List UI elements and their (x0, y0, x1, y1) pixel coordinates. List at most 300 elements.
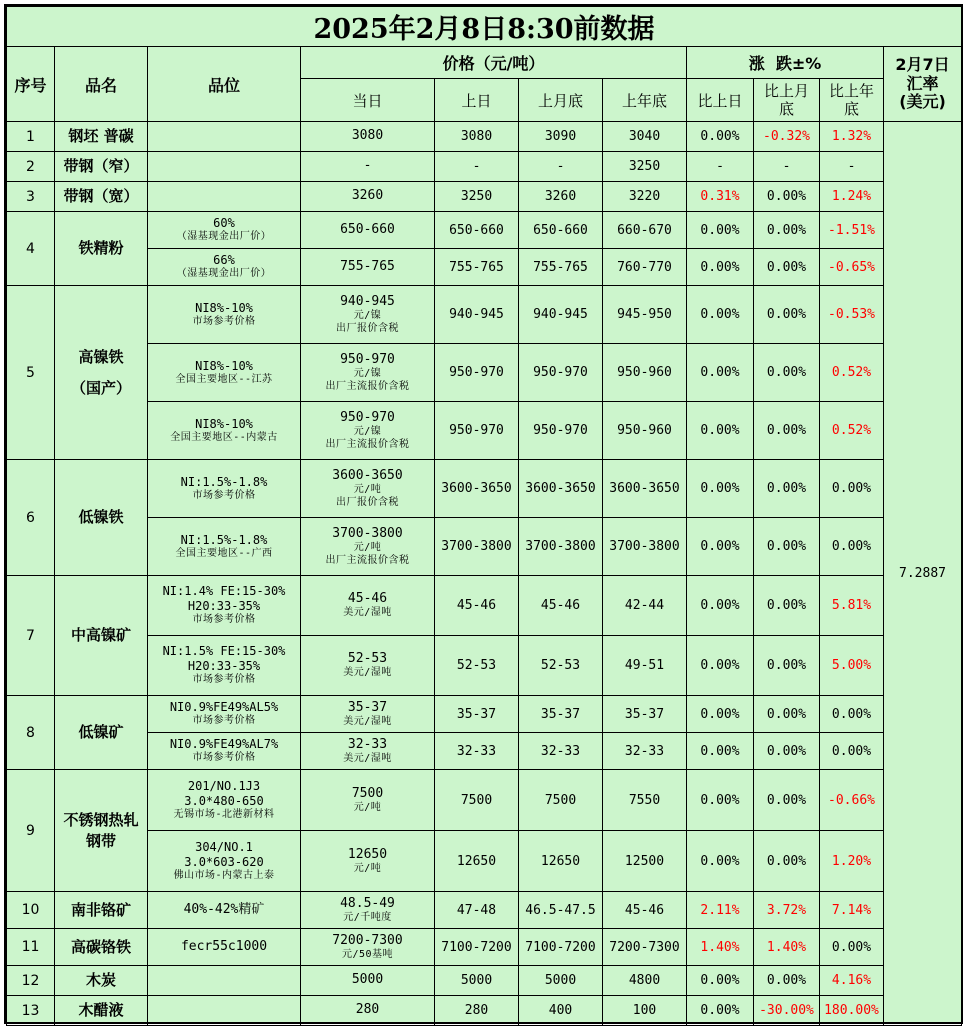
change-vs-last-year: 0.00% (820, 929, 884, 966)
change-vs-prev-day: 0.00% (687, 286, 754, 344)
header-vs-last-year-line1: 比上年 (828, 82, 874, 100)
grade-line-2: 市场参考价格 (192, 489, 256, 501)
change-vs-prev-day: 0.00% (687, 770, 754, 831)
grade-cell (148, 152, 301, 182)
change-vs-prev-day: - (687, 152, 754, 182)
header-rate-label: 汇率 (906, 73, 939, 93)
change-vs-last-year: 5.00% (820, 636, 884, 696)
price-last-month-end: 7100-7200 (519, 929, 603, 966)
table-row (7, 152, 962, 182)
price-prev-day: 52-53 (435, 636, 519, 696)
change-vs-prev-day: 0.00% (687, 696, 754, 733)
row-seq: 11 (7, 929, 55, 966)
product-name-line1: 高镍铁 (78, 347, 124, 366)
change-vs-last-month: 1.40% (754, 929, 820, 966)
price-today (301, 212, 435, 249)
change-vs-prev-day: 0.00% (687, 996, 754, 1026)
grade-cell (148, 929, 301, 966)
header-change-group: 涨 跌±% (687, 47, 884, 79)
change-vs-last-month: 0.00% (754, 966, 820, 996)
grade-cell (148, 576, 301, 636)
grade-line-1: 201/NO.1J3 (187, 778, 261, 793)
grade-cell (148, 892, 301, 929)
header-grade: 品位 (148, 47, 301, 122)
price-last-year-end: 7200-7300 (603, 929, 687, 966)
price-today (301, 733, 435, 770)
price-today-line-1: 3600-3650 (332, 467, 403, 483)
table-row (7, 733, 962, 770)
price-today (301, 249, 435, 286)
price-last-month-end: 7500 (519, 770, 603, 831)
change-vs-prev-day: 1.40% (687, 929, 754, 966)
grade-line-2: （湿基现金出厂价） (176, 231, 272, 243)
price-today (301, 929, 435, 966)
table-row (7, 344, 962, 402)
row-seq: 9 (7, 770, 55, 892)
grade-line-2: 全国主要地区--广西 (175, 547, 273, 559)
price-prev-day: 47-48 (435, 892, 519, 929)
product-name (55, 892, 148, 929)
row-seq: 4 (7, 212, 55, 286)
product-name-line1: 南非铬矿 (70, 900, 131, 919)
grade-line-1: NI8%-10% (195, 300, 253, 315)
change-vs-last-year: 0.00% (820, 460, 884, 518)
price-today (301, 344, 435, 402)
product-name-line2: 钢带 (85, 831, 116, 850)
change-vs-last-month: 0.00% (754, 636, 820, 696)
price-today (301, 182, 435, 212)
price-last-year-end: 950-960 (603, 402, 687, 460)
row-seq: 2 (7, 152, 55, 182)
grade-line-2: 全国主要地区--内蒙古 (170, 431, 278, 443)
price-last-year-end: 3220 (603, 182, 687, 212)
change-vs-last-month: 0.00% (754, 402, 820, 460)
header-last-year-end: 上年底 (603, 79, 687, 122)
change-vs-last-year: 1.32% (820, 122, 884, 152)
product-name (55, 996, 148, 1026)
change-vs-last-month: 0.00% (754, 576, 820, 636)
sheet-title: 2025年2月8日8:30前数据 (7, 7, 962, 47)
table-row (7, 286, 962, 344)
price-last-year-end: 945-950 (603, 286, 687, 344)
grade-cell (148, 518, 301, 576)
price-today (301, 518, 435, 576)
price-prev-day: 3700-3800 (435, 518, 519, 576)
grade-line-1: NI:1.5% FE:15-30% (162, 644, 286, 659)
grade-cell (148, 996, 301, 1026)
table-row (7, 460, 962, 518)
price-last-month-end: 3700-3800 (519, 518, 603, 576)
price-today-line-1: 32-33 (347, 736, 388, 752)
grade-line-2: 3.0*603-620 (184, 854, 264, 869)
grade-cell (148, 122, 301, 152)
price-last-month-end: 950-970 (519, 402, 603, 460)
row-seq: 7 (7, 576, 55, 696)
product-name (55, 460, 148, 576)
table-row (7, 770, 962, 831)
price-prev-day: 7100-7200 (435, 929, 519, 966)
change-vs-last-month: 3.72% (754, 892, 820, 929)
price-last-month-end: 650-660 (519, 212, 603, 249)
change-vs-prev-day: 0.00% (687, 576, 754, 636)
price-last-month-end: 46.5-47.5 (519, 892, 603, 929)
change-vs-prev-day: 0.00% (687, 518, 754, 576)
price-today-line-1: 7200-7300 (332, 932, 403, 948)
product-name-line1: 低镍铁 (78, 508, 124, 526)
price-today-line-1: 3700-3800 (332, 525, 403, 541)
grade-line-2: 市场参考价格 (192, 315, 256, 327)
header-vs-last-year (820, 79, 884, 122)
change-vs-last-year: -0.65% (820, 249, 884, 286)
row-seq: 3 (7, 182, 55, 212)
table-row (7, 929, 962, 966)
price-last-month-end: 950-970 (519, 344, 603, 402)
price-today-line-1: - (363, 158, 372, 174)
price-last-month-end: 400 (519, 996, 603, 1026)
change-vs-last-month: 0.00% (754, 344, 820, 402)
table-row (7, 518, 962, 576)
table-row (7, 212, 962, 249)
price-today (301, 576, 435, 636)
change-vs-prev-day: 0.00% (687, 831, 754, 892)
price-today-line-1: 950-970 (340, 409, 395, 425)
price-today (301, 696, 435, 733)
header-vs-last-month-line1: 比上月 (763, 82, 809, 100)
change-vs-prev-day: 0.00% (687, 733, 754, 770)
change-vs-last-year: 0.52% (820, 402, 884, 460)
price-today-line-1: 650-660 (340, 221, 395, 237)
price-today-line-1: 755-765 (340, 258, 395, 274)
price-today-line-2: 美元/湿吨 (343, 752, 392, 764)
price-today-line-3: 出厂主流报价含税 (325, 554, 410, 566)
table-row (7, 249, 962, 286)
price-prev-day: 950-970 (435, 402, 519, 460)
product-name (55, 212, 148, 286)
change-vs-last-year: 0.00% (820, 733, 884, 770)
grade-line-3: 佛山市场-内蒙古上泰 (173, 869, 275, 881)
price-today-line-1: 48.5-49 (340, 895, 395, 911)
price-prev-day: 7500 (435, 770, 519, 831)
price-last-year-end: 3700-3800 (603, 518, 687, 576)
header-vs-prev-day: 比上日 (687, 79, 754, 122)
change-vs-last-month: -0.32% (754, 122, 820, 152)
price-last-year-end: 35-37 (603, 696, 687, 733)
price-prev-day: 35-37 (435, 696, 519, 733)
price-today (301, 286, 435, 344)
price-prev-day: 32-33 (435, 733, 519, 770)
product-name (55, 576, 148, 696)
change-vs-last-month: 0.00% (754, 182, 820, 212)
change-vs-last-year: 0.00% (820, 518, 884, 576)
price-today-line-1: 7500 (351, 785, 384, 801)
row-seq: 1 (7, 122, 55, 152)
change-vs-last-month: 0.00% (754, 460, 820, 518)
change-vs-last-year: 5.81% (820, 576, 884, 636)
change-vs-last-month: 0.00% (754, 518, 820, 576)
change-vs-last-month: - (754, 152, 820, 182)
price-today-line-1: 52-53 (347, 651, 388, 667)
price-last-month-end: 3600-3650 (519, 460, 603, 518)
grade-cell (148, 460, 301, 518)
grade-cell (148, 636, 301, 696)
header-vs-last-month (754, 79, 820, 122)
table-row (7, 892, 962, 929)
product-name-line1: 低镍矿 (78, 723, 124, 741)
price-today-line-2: 美元/湿吨 (343, 715, 392, 727)
change-vs-prev-day: 0.00% (687, 249, 754, 286)
grade-cell (148, 733, 301, 770)
product-name-line1: 木醋液 (78, 1001, 124, 1019)
price-prev-day: 650-660 (435, 212, 519, 249)
price-today (301, 402, 435, 460)
price-last-month-end: 3260 (519, 182, 603, 212)
price-last-year-end: 45-46 (603, 892, 687, 929)
grade-line-1: NI:1.5%-1.8% (180, 532, 268, 547)
price-today-line-2: 元/镍 (353, 368, 382, 380)
grade-line-2: 全国主要地区--江苏 (175, 373, 273, 385)
product-name-line1: 中高镍矿 (70, 626, 131, 644)
header-vs-last-month-line2: 底 (778, 100, 794, 118)
grade-line-1: 40%-42%精矿 (183, 901, 265, 917)
grade-cell (148, 212, 301, 249)
table-row (7, 996, 962, 1026)
grade-line-1: NI8%-10% (195, 358, 253, 373)
table-body (7, 122, 962, 1026)
price-today-line-2: 元/50基吨 (341, 948, 394, 960)
grade-cell (148, 249, 301, 286)
price-last-month-end: 5000 (519, 966, 603, 996)
price-today-line-1: 5000 (351, 972, 384, 988)
price-today-line-2: 元/吨 (353, 862, 382, 874)
price-last-year-end: 3250 (603, 152, 687, 182)
price-today-line-1: 35-37 (347, 699, 388, 715)
price-today (301, 152, 435, 182)
product-name (55, 929, 148, 966)
grade-line-2: 3.0*480-650 (184, 793, 264, 808)
grade-cell (148, 402, 301, 460)
product-name-line1: 铁精粉 (78, 239, 124, 257)
price-prev-day: 5000 (435, 966, 519, 996)
table-row (7, 402, 962, 460)
price-last-year-end: 950-960 (603, 344, 687, 402)
grade-line-1: NI:1.5%-1.8% (180, 474, 268, 489)
price-last-month-end: 35-37 (519, 696, 603, 733)
product-name-line1: 高碳铬铁 (70, 937, 131, 956)
price-today-line-1: 280 (355, 1002, 380, 1018)
row-seq: 8 (7, 696, 55, 770)
change-vs-last-year: - (820, 152, 884, 182)
product-name-line1: 不锈钢热轧 (63, 810, 139, 829)
grade-line-3: 市场参考价格 (192, 614, 256, 626)
product-name (55, 696, 148, 770)
row-seq: 10 (7, 892, 55, 929)
change-vs-last-month: -30.00% (754, 996, 820, 1026)
price-table (6, 6, 962, 1026)
row-seq: 5 (7, 286, 55, 460)
table-row (7, 182, 962, 212)
product-name (55, 966, 148, 996)
price-today-line-2: 元/千吨度 (343, 911, 392, 923)
change-vs-prev-day: 0.00% (687, 344, 754, 402)
price-prev-day: 45-46 (435, 576, 519, 636)
change-vs-prev-day: 2.11% (687, 892, 754, 929)
price-prev-day: 950-970 (435, 344, 519, 402)
product-name (55, 182, 148, 212)
price-today-line-1: 3080 (351, 128, 384, 144)
product-name-line1: 钢坯 普碳 (68, 127, 134, 145)
header-exchange-rate (884, 47, 962, 122)
grade-cell (148, 831, 301, 892)
change-vs-last-month: 0.00% (754, 249, 820, 286)
table-row (7, 696, 962, 733)
product-name-line1: 带钢（窄） (63, 157, 139, 175)
header-price-group: 价格（元/吨） (301, 47, 687, 79)
grade-line-1: 66% (213, 253, 235, 268)
change-vs-prev-day: 0.31% (687, 182, 754, 212)
price-today (301, 996, 435, 1026)
change-vs-last-year: 4.16% (820, 966, 884, 996)
price-today-line-2: 元/镍 (353, 426, 382, 438)
price-last-year-end: 4800 (603, 966, 687, 996)
header-name: 品名 (55, 47, 148, 122)
change-vs-last-month: 0.00% (754, 770, 820, 831)
price-today-line-3: 出厂主流报价含税 (325, 380, 410, 392)
price-prev-day: 3250 (435, 182, 519, 212)
grade-cell (148, 344, 301, 402)
change-vs-last-month: 0.00% (754, 733, 820, 770)
price-last-year-end: 49-51 (603, 636, 687, 696)
change-vs-prev-day: 0.00% (687, 460, 754, 518)
price-today (301, 770, 435, 831)
grade-line-2: （湿基现金出厂价） (176, 268, 272, 280)
grade-line-1: NI0.9%FE49%AL5% (169, 700, 279, 715)
price-today-line-1: 940-945 (340, 293, 395, 309)
grade-cell (148, 696, 301, 733)
change-vs-last-month: 0.00% (754, 212, 820, 249)
price-last-year-end: 12500 (603, 831, 687, 892)
change-vs-last-year: 180.00% (820, 996, 884, 1026)
grade-line-1: 60% (213, 216, 235, 231)
price-today-line-3: 出厂报价含税 (336, 496, 399, 508)
header-last-month-end: 上月底 (519, 79, 603, 122)
price-today (301, 460, 435, 518)
grade-line-1: NI0.9%FE49%AL7% (169, 737, 279, 752)
grade-line-2: 市场参考价格 (192, 715, 256, 727)
change-vs-prev-day: 0.00% (687, 636, 754, 696)
row-seq: 12 (7, 966, 55, 996)
product-name-line1: 木炭 (85, 971, 116, 989)
change-vs-last-year: -0.53% (820, 286, 884, 344)
grade-cell (148, 182, 301, 212)
grade-cell (148, 770, 301, 831)
grade-cell (148, 286, 301, 344)
change-vs-last-year: 0.52% (820, 344, 884, 402)
header-rate-currency: (美元) (899, 92, 946, 112)
product-name (55, 286, 148, 460)
price-today-line-2: 元/吨 (353, 542, 382, 554)
header-rate-date: 2月7日 (895, 55, 950, 75)
price-today-line-1: 3260 (351, 188, 384, 204)
price-prev-day: 3600-3650 (435, 460, 519, 518)
table-row (7, 122, 962, 152)
price-last-year-end: 32-33 (603, 733, 687, 770)
change-vs-last-month: 0.00% (754, 286, 820, 344)
price-today (301, 122, 435, 152)
grade-line-1: NI8%-10% (195, 416, 253, 431)
price-last-month-end: 45-46 (519, 576, 603, 636)
exchange-rate-value: 7.2887 (884, 122, 962, 1026)
price-last-year-end: 100 (603, 996, 687, 1026)
price-today-line-1: 950-970 (340, 351, 395, 367)
row-seq: 6 (7, 460, 55, 576)
price-prev-day: - (435, 152, 519, 182)
header-vs-last-year-line2: 底 (843, 100, 859, 118)
grade-line-2: H20:33-35% (187, 659, 261, 674)
change-vs-last-month: 0.00% (754, 831, 820, 892)
price-today-line-1: 45-46 (347, 591, 388, 607)
change-vs-last-year: 0.00% (820, 696, 884, 733)
table-row (7, 831, 962, 892)
price-today-line-2: 美元/湿吨 (343, 667, 392, 679)
change-vs-prev-day: 0.00% (687, 402, 754, 460)
price-today-line-2: 元/吨 (353, 801, 382, 813)
grade-line-1: 304/NO.1 (195, 839, 253, 854)
price-last-month-end: 12650 (519, 831, 603, 892)
price-today (301, 966, 435, 996)
row-seq: 13 (7, 996, 55, 1026)
grade-cell (148, 966, 301, 996)
product-name (55, 122, 148, 152)
price-last-year-end: 3040 (603, 122, 687, 152)
price-sheet (4, 4, 963, 1024)
price-today (301, 892, 435, 929)
grade-line-2: H20:33-35% (187, 599, 261, 614)
price-today-line-3: 出厂主流报价含税 (325, 438, 410, 450)
header-seq: 序号 (7, 47, 55, 122)
price-last-month-end: 755-765 (519, 249, 603, 286)
price-prev-day: 3080 (435, 122, 519, 152)
grade-line-2: 市场参考价格 (192, 752, 256, 764)
table-row (7, 966, 962, 996)
product-name-line1: 带钢（宽） (63, 187, 139, 205)
price-today-line-2: 元/镍 (353, 310, 382, 322)
price-last-month-end: 3090 (519, 122, 603, 152)
grade-line-1: fecr55c1000 (180, 938, 268, 954)
price-last-month-end: 32-33 (519, 733, 603, 770)
header-today: 当日 (301, 79, 435, 122)
price-last-month-end: 52-53 (519, 636, 603, 696)
price-prev-day: 12650 (435, 831, 519, 892)
product-name-line2: （国产） (70, 378, 131, 397)
table-row (7, 576, 962, 636)
price-last-year-end: 760-770 (603, 249, 687, 286)
change-vs-last-year: 1.20% (820, 831, 884, 892)
change-vs-prev-day: 0.00% (687, 966, 754, 996)
change-vs-last-year: 7.14% (820, 892, 884, 929)
grade-line-3: 无锡市场-北港新材料 (173, 808, 275, 820)
price-last-month-end: - (519, 152, 603, 182)
price-today (301, 831, 435, 892)
table-row (7, 636, 962, 696)
price-today-line-3: 出厂报价含税 (336, 322, 399, 334)
price-prev-day: 755-765 (435, 249, 519, 286)
product-name (55, 152, 148, 182)
grade-line-1: NI:1.4% FE:15-30% (162, 584, 286, 599)
change-vs-last-year: 1.24% (820, 182, 884, 212)
change-vs-prev-day: 0.00% (687, 212, 754, 249)
price-last-year-end: 660-670 (603, 212, 687, 249)
price-prev-day: 940-945 (435, 286, 519, 344)
